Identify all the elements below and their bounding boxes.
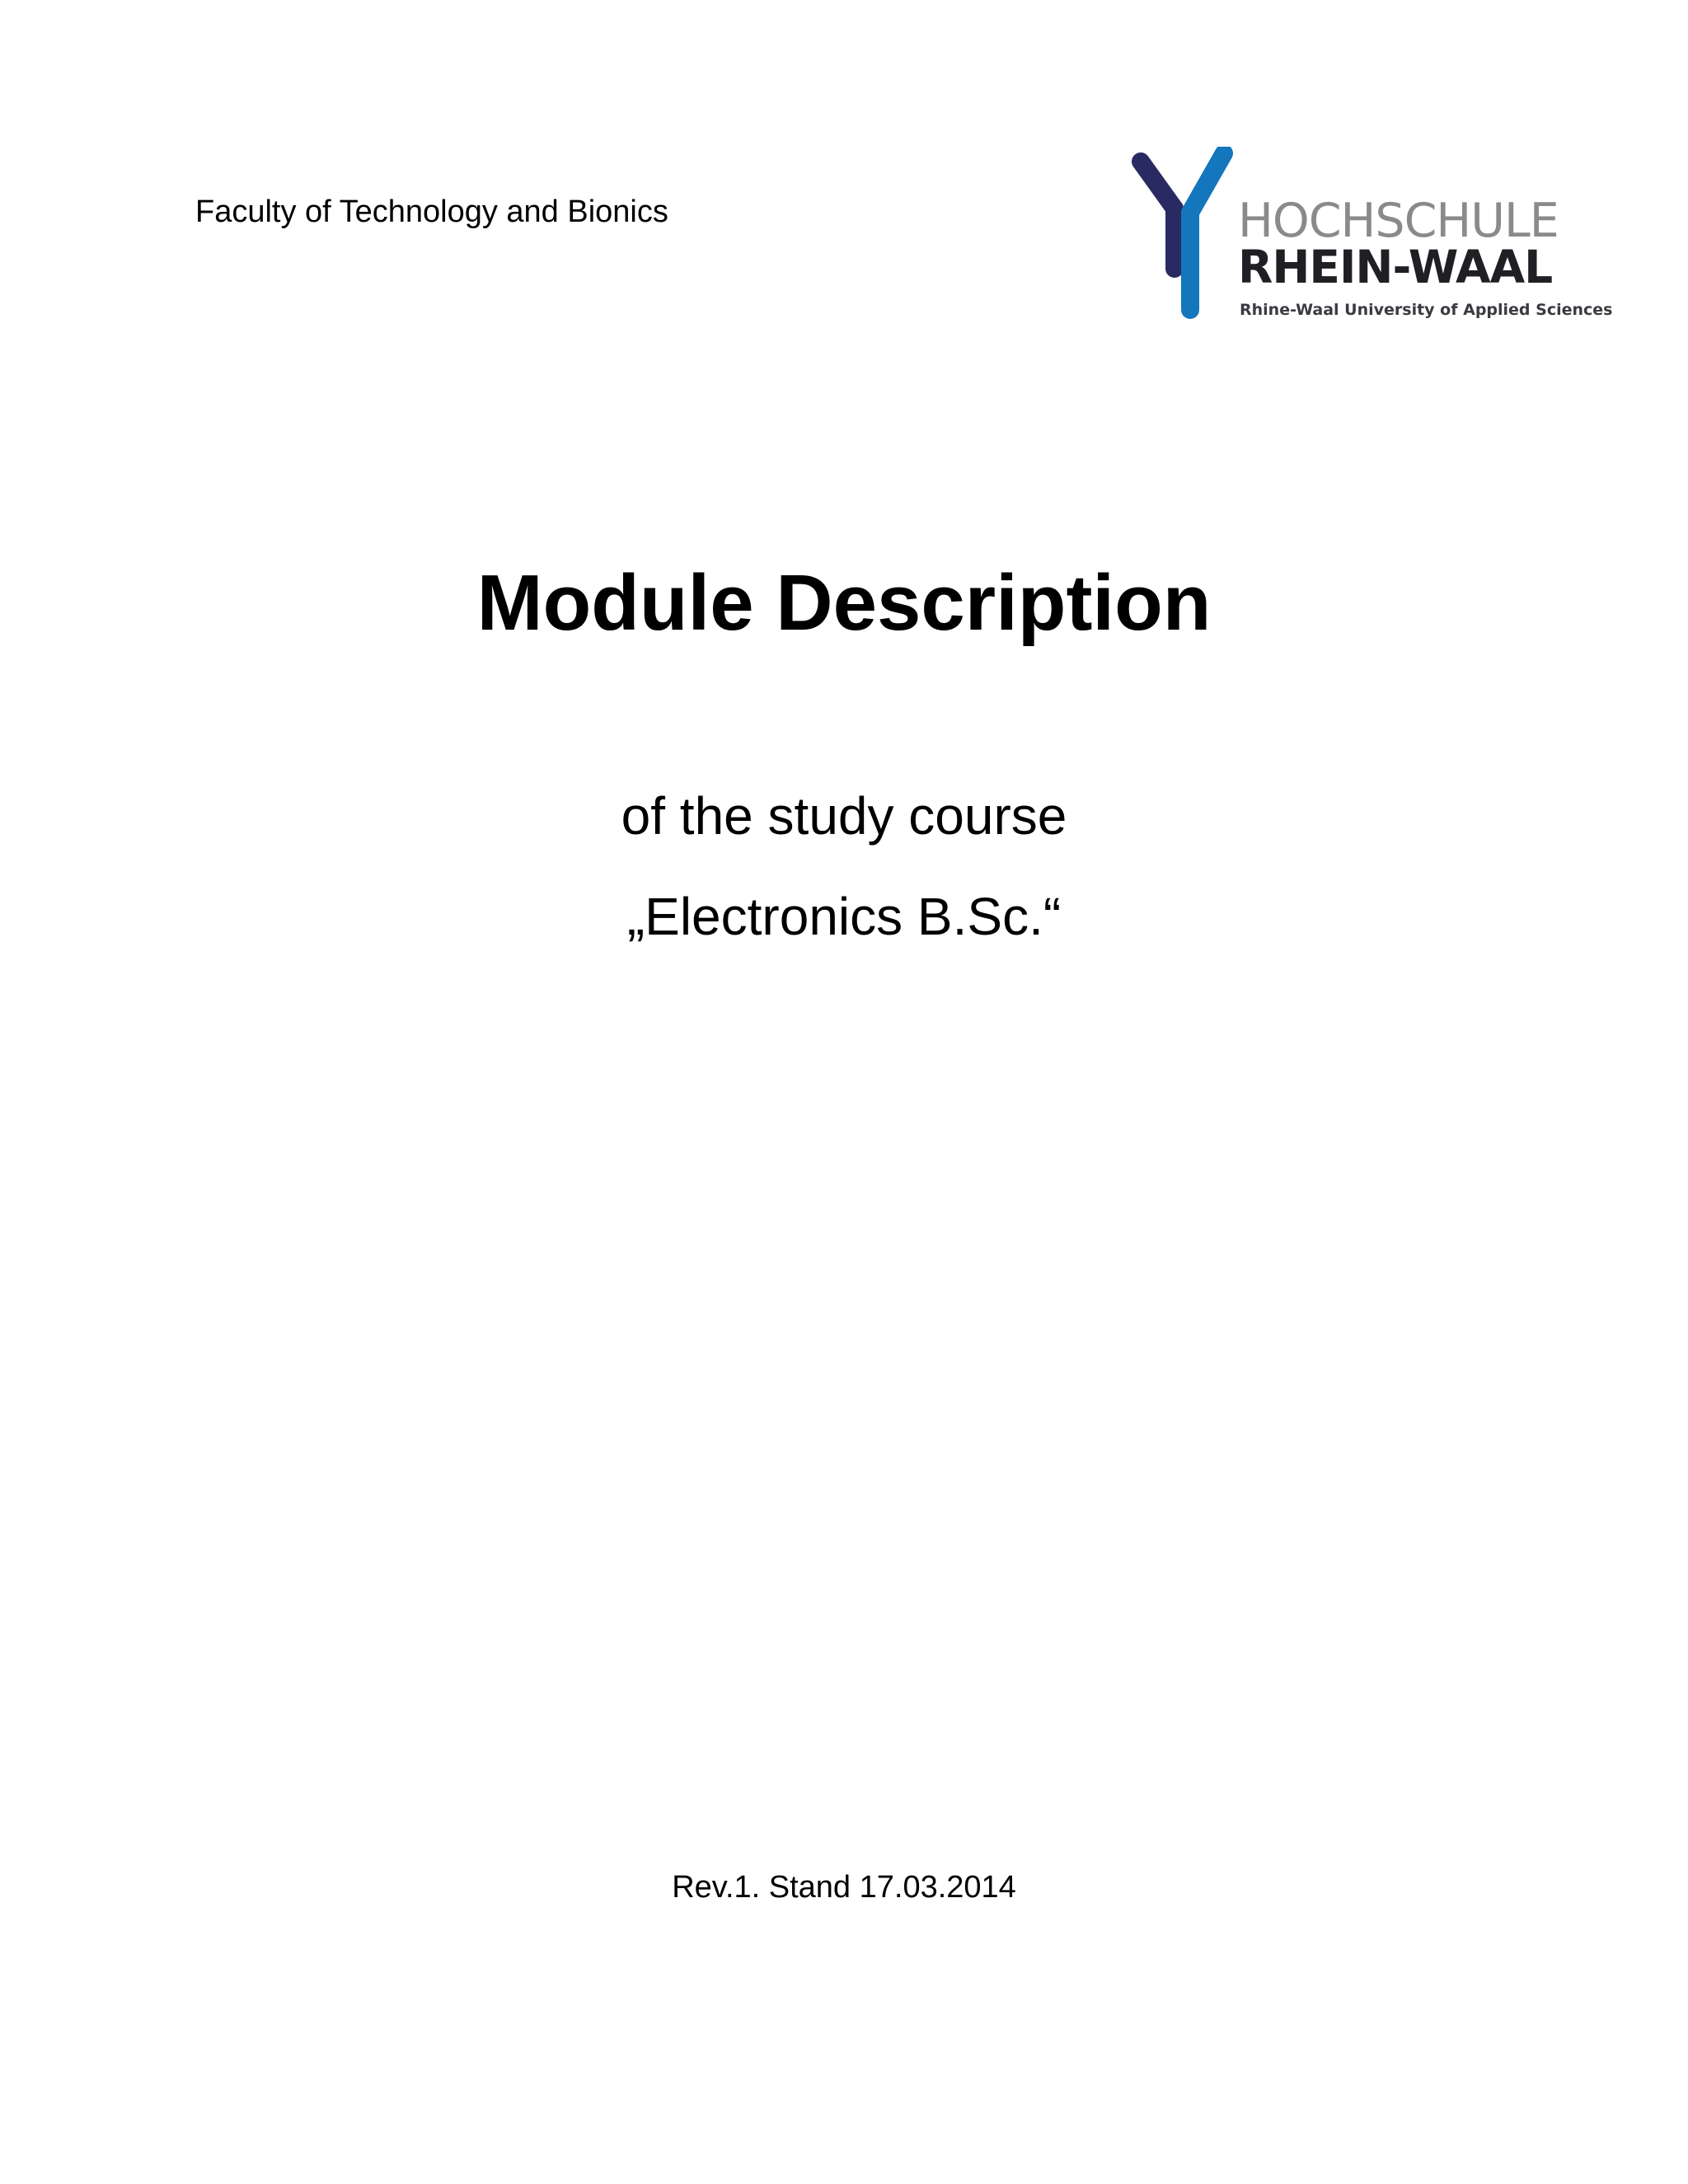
subtitle-line-2: „Electronics B.Sc.“ — [626, 887, 1062, 946]
document-title: Module Description — [476, 559, 1212, 647]
faculty-name: Faculty of Technology and Bionics — [195, 194, 668, 229]
revision-date: Rev.1. Stand 17.03.2014 — [672, 1870, 1016, 1905]
logo-line-hochschule: HOCHSCHULE — [1238, 194, 1559, 248]
logo-line-rhein-waal: RHEIN-WAAL — [1238, 241, 1553, 293]
logo-line-university: Rhine-Waal University of Applied Sciences — [1240, 301, 1613, 319]
university-logo — [1129, 147, 1613, 325]
subtitle-line-1: of the study course — [621, 786, 1067, 846]
hochschule-rhein-waal-y-logo-icon — [1129, 147, 1245, 325]
